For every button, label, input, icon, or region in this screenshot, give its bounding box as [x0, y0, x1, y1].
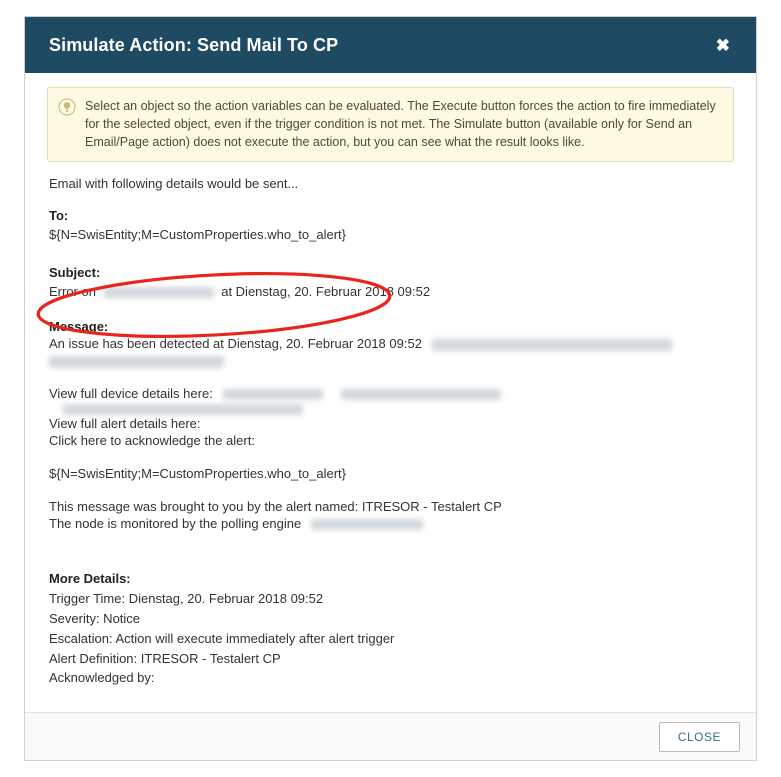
- subject-suffix: at Dienstag, 20. Februar 2018 09:52: [221, 283, 431, 299]
- message-line-1: [49, 336, 734, 353]
- message-label: Message:: [49, 319, 109, 335]
- detail-line: Acknowledged by:: [49, 670, 155, 686]
- subject-value: [49, 282, 734, 302]
- message-line-5: Click here to acknowledge the alert:: [49, 433, 255, 449]
- to-label: To:: [49, 208, 69, 224]
- section-more-details: [47, 571, 734, 688]
- section-to: [47, 208, 734, 245]
- message-spacer-1: [47, 370, 734, 386]
- message-line-2: [49, 353, 734, 370]
- message-spacer-3: [47, 483, 734, 499]
- section-subject: [47, 265, 734, 302]
- info-notice-text: Select an object so the action variables can be evaluated. The Execute button forces the action to fire immediately for the selected object, even if the trigger condition is not met. The Simulate button (available only for Send an Email/Page action) does not execute the action, but you can see what the result looks like.: [85, 99, 716, 150]
- detail-line: Alert Definition: ITRESOR - Testalert CP: [49, 650, 281, 666]
- message-line-4: View full alert details here:: [49, 416, 201, 432]
- dialog-footer: [25, 712, 756, 760]
- message-line-3-text: View full device details here:: [49, 386, 213, 402]
- close-icon[interactable]: ✖: [715, 35, 730, 55]
- message-line-3: [49, 386, 734, 416]
- info-notice: [47, 87, 734, 162]
- message-line-1-text: An issue has been detected at Dienstag, 20. Februar 2018 09:52: [49, 336, 422, 352]
- detail-line: Trigger Time: Dienstag, 20. Februar 2018 09:52: [49, 591, 324, 607]
- redacted-link-2: [341, 389, 501, 400]
- section-message: [47, 319, 734, 533]
- simulate-action-dialog: [24, 16, 757, 761]
- redacted-link-3: [63, 404, 303, 415]
- to-value: ${N=SwisEntity;M=CustomProperties.who_to_alert}: [49, 227, 346, 243]
- lightbulb-icon: [58, 98, 76, 116]
- dialog-title: Simulate Action: Send Mail To CP: [49, 34, 339, 55]
- subject-label: Subject:: [49, 264, 101, 280]
- detail-line: Escalation: Action will execute immediately after alert trigger: [49, 630, 395, 646]
- intro-text: Email with following details would be sent...: [49, 176, 299, 192]
- redacted-text-2: [49, 356, 224, 368]
- message-line-7: This message was brought to you by the alert named: ITRESOR - Testalert CP: [49, 499, 502, 515]
- message-line-8: [49, 516, 734, 533]
- detail-line: Severity: Notice: [49, 611, 141, 627]
- message-line-8-text: The node is monitored by the polling engine: [49, 516, 302, 532]
- more-details-title: More Details:: [49, 571, 131, 587]
- dialog-header: [25, 17, 756, 73]
- subject-prefix: Error on: [49, 283, 96, 299]
- close-button[interactable]: CLOSE: [659, 722, 740, 752]
- message-spacer-2: [47, 450, 734, 466]
- redacted-link-1: [223, 389, 323, 400]
- dialog-body: [25, 73, 756, 712]
- redacted-polling-engine: [311, 519, 423, 530]
- redacted-text-1: [432, 339, 672, 351]
- message-line-6: ${N=SwisEntity;M=CustomProperties.who_to_alert}: [49, 466, 346, 482]
- redacted-hostname: [104, 287, 214, 298]
